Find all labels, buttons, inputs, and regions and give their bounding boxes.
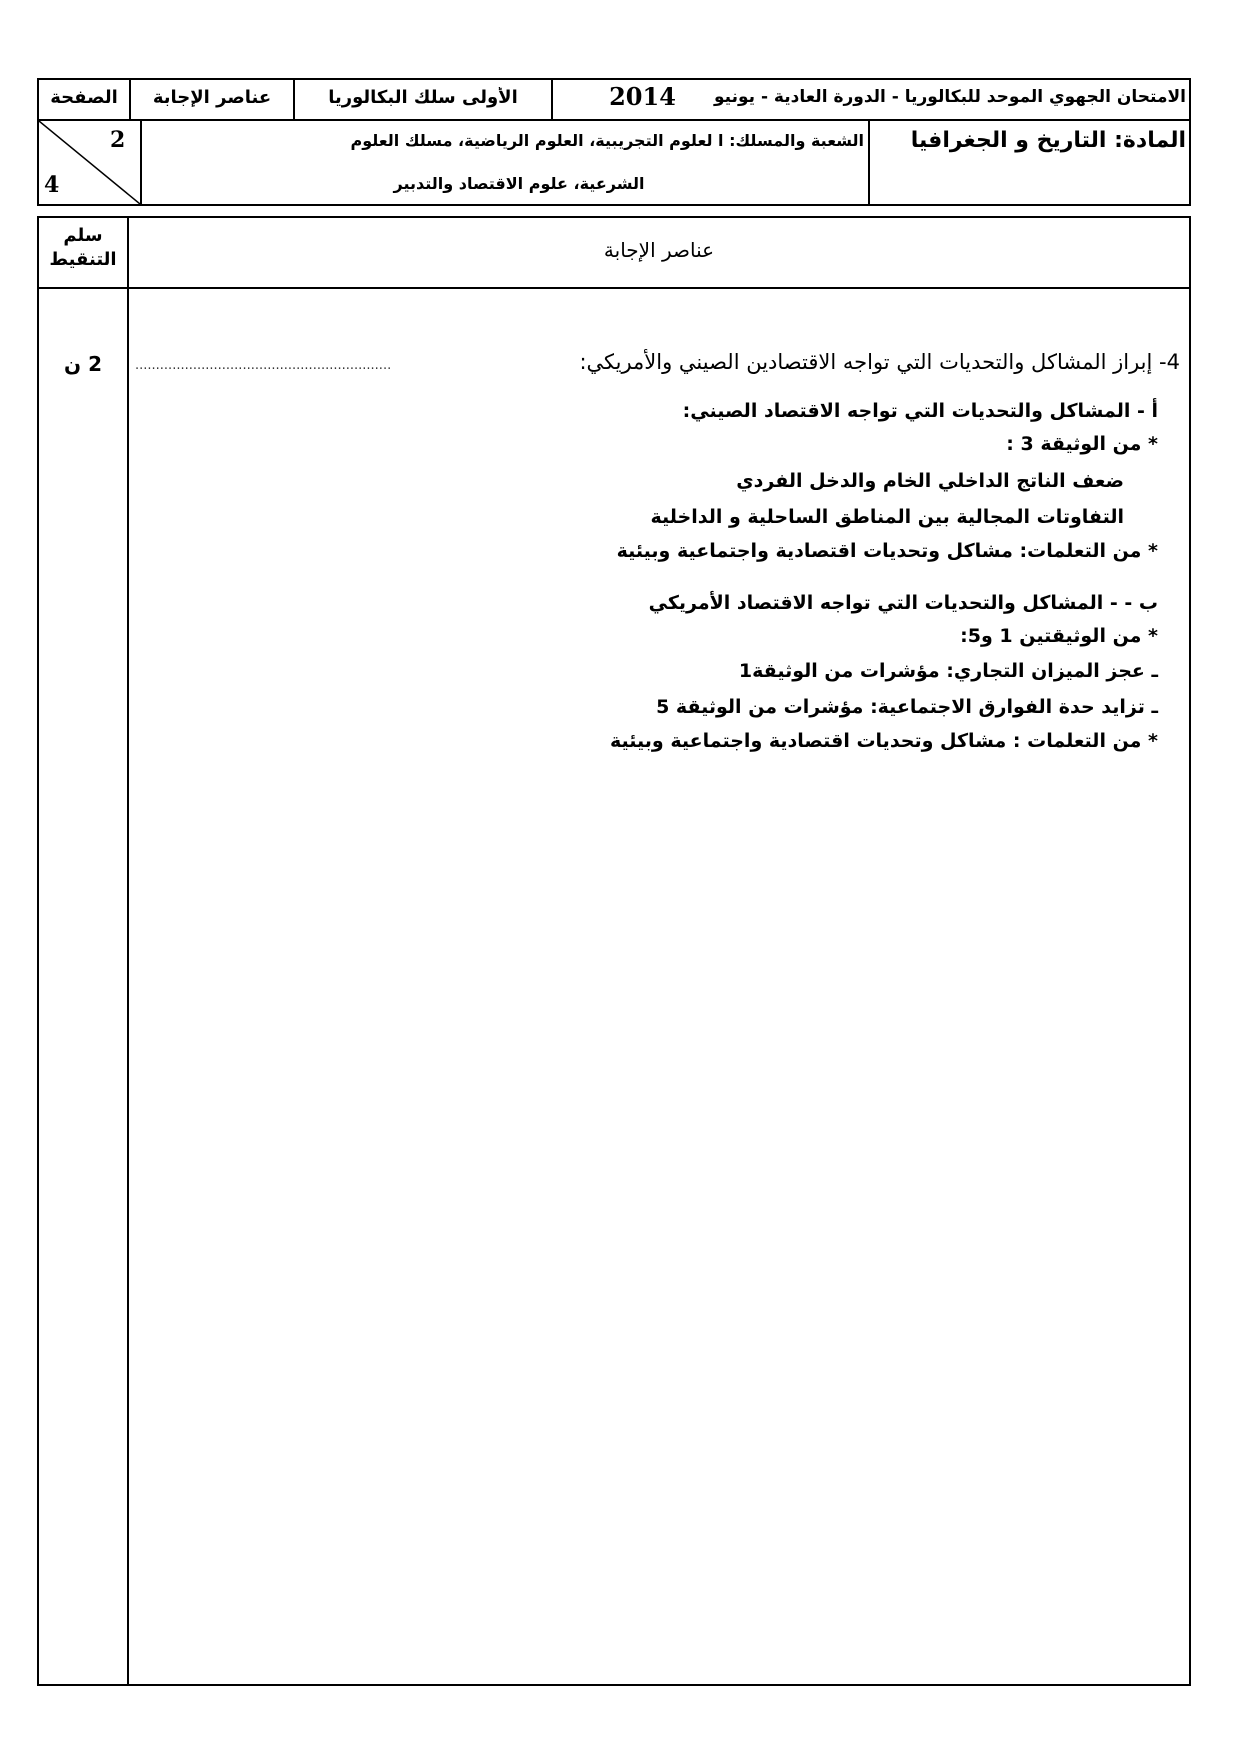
part-a-source: * من الوثيقة 3 : xyxy=(1006,433,1158,455)
page-label: الصفحة xyxy=(50,87,118,108)
streams-line-2: الشرعية، علوم الاقتصاد والتدبير xyxy=(393,174,645,193)
page-total: 4 xyxy=(44,172,60,198)
part-b-learning: * من التعلمات : مشاكل وتحديات اقتصادية واجتماعية وبيئية xyxy=(610,730,1158,752)
exam-title: الامتحان الجهوي الموحد للبكالوريا - الدورة العادية - يونيو xyxy=(714,87,1186,107)
answer-content xyxy=(135,290,1180,1680)
part-a-learning: * من التعلمات: مشاكل وتحديات اقتصادية واجتماعية وبيئية xyxy=(616,540,1158,562)
question-4-dots: .............................................................. xyxy=(135,358,392,373)
page-number: 2 xyxy=(110,127,126,153)
part-a-title: أ - المشاكل والتحديات التي تواجه الاقتصاد الصيني: xyxy=(682,400,1158,422)
part-b-source: * من الوثيقتين 1 و5: xyxy=(960,625,1158,647)
exam-year: 2014 xyxy=(609,82,676,111)
score-column-header: سلم التنقيط xyxy=(49,225,117,270)
question-4-title: 4- إبراز المشاكل والتحديات التي تواجه الاقتصادين الصيني والأمريكي: xyxy=(579,350,1180,374)
part-b-item-2: ـ تزايد حدة الفوارق الاجتماعية: مؤشرات من الوثيقة 5 xyxy=(656,696,1158,718)
part-b-item-1: ـ عجز الميزان التجاري: مؤشرات من الوثيقة1 xyxy=(738,660,1158,682)
answers-column-header: عناصر الإجابة xyxy=(603,238,715,262)
part-a-item-2: التفاوتات المجالية بين المناطق الساحلية و الداخلية xyxy=(650,506,1124,528)
part-a-item-1: ضعف الناتج الداخلي الخام والدخل الفردي xyxy=(736,470,1124,492)
score-value: 2 ن xyxy=(64,352,102,376)
part-b-title: ب - - المشاكل والتحديات التي تواجه الاقتصاد الأمريكي xyxy=(648,592,1158,614)
subject-title: المادة: التاريخ و الجغرافيا xyxy=(910,128,1186,153)
level-label: الأولى سلك البكالوريا xyxy=(328,87,518,108)
streams-line-1: الشعبة والمسلك: ا لعلوم التجريبية، العلوم الرياضية، مسلك العلوم xyxy=(350,131,864,150)
answer-elements-label: عناصر الإجابة xyxy=(152,87,272,108)
